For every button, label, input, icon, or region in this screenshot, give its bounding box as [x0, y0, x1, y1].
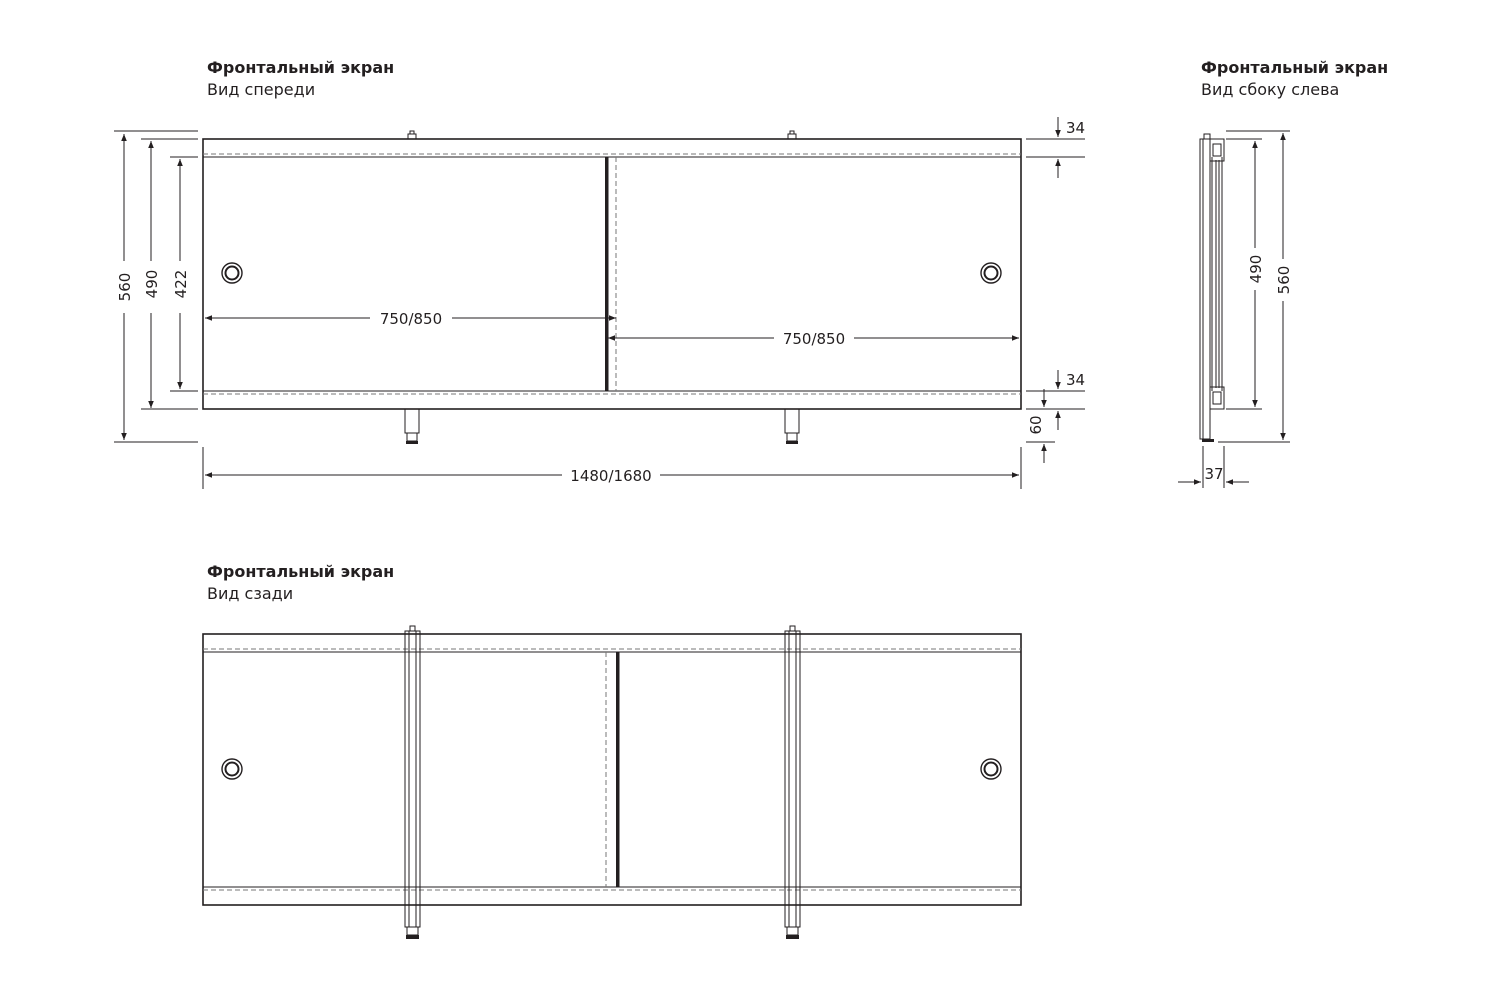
side-view-subtitle: Вид сбоку слева — [1201, 80, 1340, 99]
dim-height-inner: 422 — [172, 269, 190, 299]
handle-left — [222, 263, 242, 283]
back-frame — [203, 634, 1021, 905]
front-frame — [203, 139, 1021, 409]
front-view-title: Фронтальный экран — [207, 58, 395, 77]
dim-total-width: 1480/1680 — [570, 467, 652, 485]
top-bolt-right — [788, 131, 796, 139]
back-handle-left — [222, 759, 242, 779]
support-post-left — [405, 626, 420, 939]
leg-right — [785, 409, 799, 444]
dim-bottom-rail: 34 — [1066, 371, 1086, 389]
dim-depth: 37 — [1204, 465, 1224, 483]
back-panel-overlap-edge — [616, 652, 620, 887]
back-view-title: Фронтальный экран — [207, 562, 395, 581]
front-view — [114, 117, 1085, 489]
side-view-title: Фронтальный экран — [1201, 58, 1389, 77]
panel-overlap-edge — [605, 157, 609, 391]
dim-panel-width-right: 750/850 — [782, 330, 846, 348]
back-view — [203, 626, 1021, 939]
support-post-right — [785, 626, 800, 939]
dim-height-total: 560 — [116, 272, 134, 302]
front-view-subtitle: Вид спереди — [207, 80, 316, 99]
side-profile — [1200, 139, 1210, 439]
dim-leg-height: 60 — [1027, 415, 1045, 435]
back-view-subtitle: Вид сзади — [207, 584, 294, 603]
side-view — [1178, 131, 1293, 488]
dim-panel-width-left: 750/850 — [379, 310, 443, 328]
leg-left — [405, 409, 419, 444]
dim-height-panel: 490 — [143, 269, 161, 299]
dim-side-height-panel: 490 — [1247, 254, 1265, 284]
dim-side-height-total: 560 — [1275, 265, 1293, 295]
handle-right — [981, 263, 1001, 283]
dim-top-rail: 34 — [1066, 119, 1086, 137]
top-bolt-left — [408, 131, 416, 139]
back-handle-right — [981, 759, 1001, 779]
